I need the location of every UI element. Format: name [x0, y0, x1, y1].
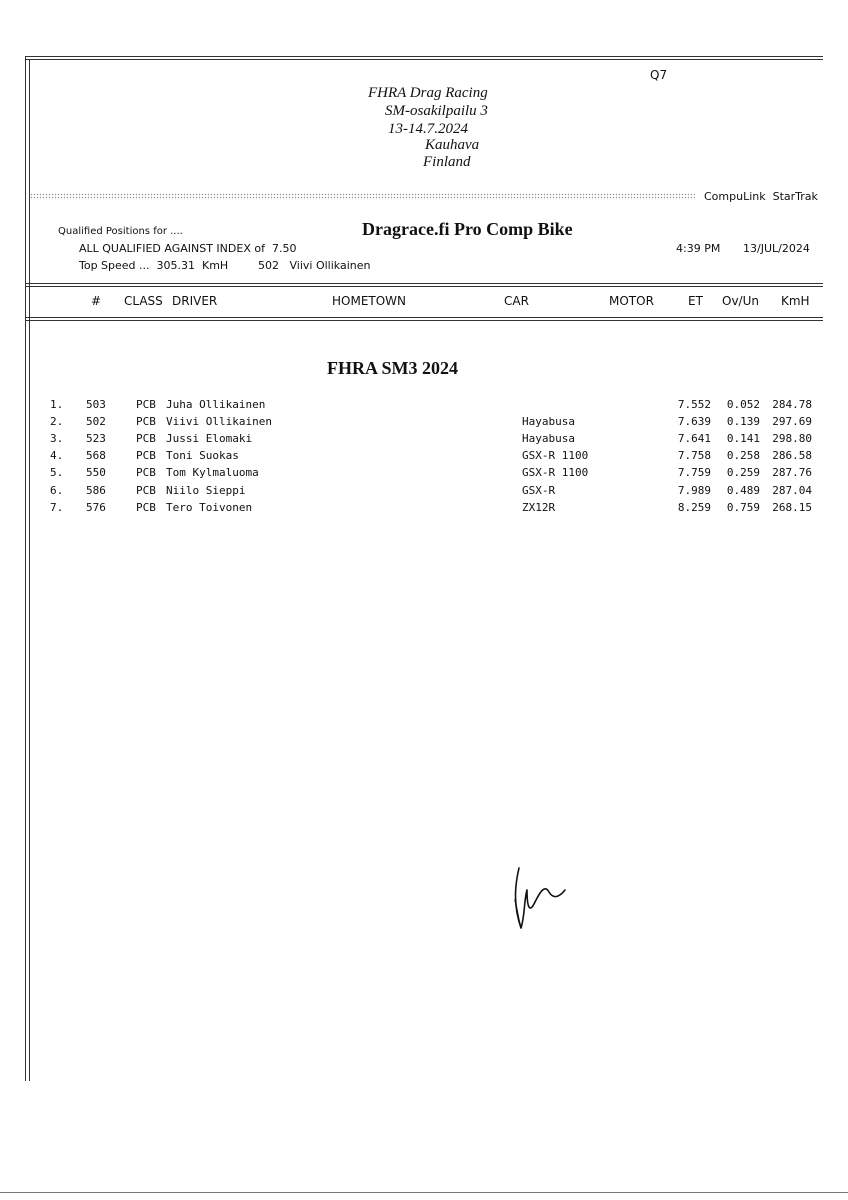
col-et: ET	[688, 294, 703, 308]
top-border	[25, 56, 823, 57]
section-title: FHRA SM3 2024	[327, 358, 459, 378]
cell-car: Hayabusa	[522, 432, 575, 446]
header-rule-bottom-2	[25, 320, 823, 321]
cell-num: 576	[86, 500, 106, 514]
cell-pos: 2.	[50, 415, 64, 429]
cell-et: 7.989	[677, 483, 711, 497]
event-country: Finland	[423, 154, 471, 170]
table-row	[0, 432, 848, 449]
cell-pos: 7.	[50, 500, 64, 514]
col-ovun: Ov/Un	[722, 294, 759, 308]
table-row	[0, 449, 848, 466]
cell-ovun: 0.759	[726, 500, 760, 514]
cell-car: GSX-R	[522, 483, 556, 497]
cell-class: PCB	[136, 500, 156, 514]
event-subtitle: SM-osakilpailu 3	[385, 103, 488, 119]
cell-car: ZX12R	[522, 500, 556, 514]
cell-ovun: 0.258	[726, 449, 760, 463]
col-class: CLASS	[124, 294, 163, 308]
report-date: 13/JUL/2024	[743, 242, 810, 255]
cell-car: GSX-R 1100	[522, 466, 589, 480]
cell-pos: 5.	[50, 466, 64, 480]
cell-ovun: 0.139	[726, 415, 760, 429]
system-label: CompuLink StarTrak	[704, 190, 818, 203]
bottom-edge	[0, 1192, 848, 1193]
cell-driver: Jussi Elomaki	[166, 432, 253, 446]
table-row	[0, 415, 848, 432]
header-rule-top-1	[25, 283, 823, 284]
cell-driver: Juha Ollikainen	[166, 398, 266, 411]
cell-ovun: 0.489	[726, 483, 760, 497]
dotted-band	[30, 193, 695, 200]
col-car: CAR	[504, 294, 529, 308]
cell-kmh: 287.04	[772, 483, 812, 497]
table-row	[0, 398, 848, 415]
cell-car: Hayabusa	[522, 415, 575, 429]
cell-kmh: 284.78	[772, 398, 812, 411]
header-rule-bottom-1	[25, 317, 823, 318]
col-driver: DRIVER	[172, 294, 218, 308]
index-line: ALL QUALIFIED AGAINST INDEX of 7.50	[79, 242, 297, 255]
cell-et: 7.552	[677, 398, 711, 411]
cell-class: PCB	[136, 449, 156, 463]
top-speed-line: Top Speed ... 305.31 KmH	[79, 259, 229, 272]
top-speed-driver: 502 Viivi Ollikainen	[258, 259, 371, 272]
event-dates: 13-14.7.2024	[388, 121, 468, 137]
top-border-inner	[25, 59, 823, 60]
cell-num: 502	[86, 415, 106, 429]
cell-ovun: 0.259	[726, 466, 760, 480]
col-num: #	[91, 294, 102, 308]
cell-num: 523	[86, 432, 106, 446]
table-row	[0, 466, 848, 483]
event-city: Kauhava	[425, 137, 480, 153]
cell-num: 550	[86, 466, 106, 480]
cell-driver: Viivi Ollikainen	[166, 415, 272, 429]
cell-class: PCB	[136, 483, 156, 497]
cell-num: 568	[86, 449, 106, 463]
cell-et: 7.641	[677, 432, 711, 446]
cell-et: 7.639	[677, 415, 711, 429]
cell-ovun: 0.141	[726, 432, 760, 446]
cell-ovun: 0.052	[726, 398, 760, 411]
cell-num: 503	[86, 398, 106, 411]
cell-kmh: 286.58	[772, 449, 812, 463]
cell-et: 8.259	[677, 500, 711, 514]
report-time: 4:39 PM	[676, 242, 721, 255]
cell-pos: 3.	[50, 432, 64, 446]
cell-driver: Niilo Sieppi	[166, 483, 246, 497]
cell-kmh: 298.80	[772, 432, 812, 446]
cell-pos: 1.	[50, 398, 64, 411]
cell-class: PCB	[136, 398, 156, 411]
cell-kmh: 287.76	[772, 466, 812, 480]
qualified-for: Qualified Positions for ....	[58, 226, 183, 237]
cell-class: PCB	[136, 466, 156, 480]
cell-pos: 4.	[50, 449, 64, 463]
col-motor: MOTOR	[609, 294, 654, 308]
cell-pos: 6.	[50, 483, 64, 497]
left-border	[25, 56, 26, 1081]
cell-driver: Tom Kylmaluoma	[166, 466, 259, 480]
event-title: FHRA Drag Racing	[368, 85, 488, 101]
cell-driver: Tero Toivonen	[166, 500, 253, 514]
table-row	[0, 484, 848, 501]
cell-et: 7.759	[677, 466, 711, 480]
col-hometown: HOMETOWN	[332, 294, 407, 308]
left-border-inner	[29, 60, 30, 1081]
cell-driver: Toni Suokas	[166, 449, 239, 463]
table-row	[0, 501, 848, 518]
cell-class: PCB	[136, 415, 156, 429]
cell-et: 7.758	[677, 449, 711, 463]
class-title: Dragrace.fi Pro Comp Bike	[362, 219, 573, 239]
cell-car: GSX-R 1100	[522, 449, 589, 463]
cell-kmh: 297.69	[772, 415, 812, 429]
col-kmh: KmH	[781, 294, 810, 308]
page-code: Q7	[650, 68, 668, 82]
cell-num: 586	[86, 483, 106, 497]
header-rule-top-2	[25, 286, 823, 287]
signature	[505, 860, 575, 935]
cell-class: PCB	[136, 432, 156, 446]
cell-kmh: 268.15	[772, 500, 812, 514]
